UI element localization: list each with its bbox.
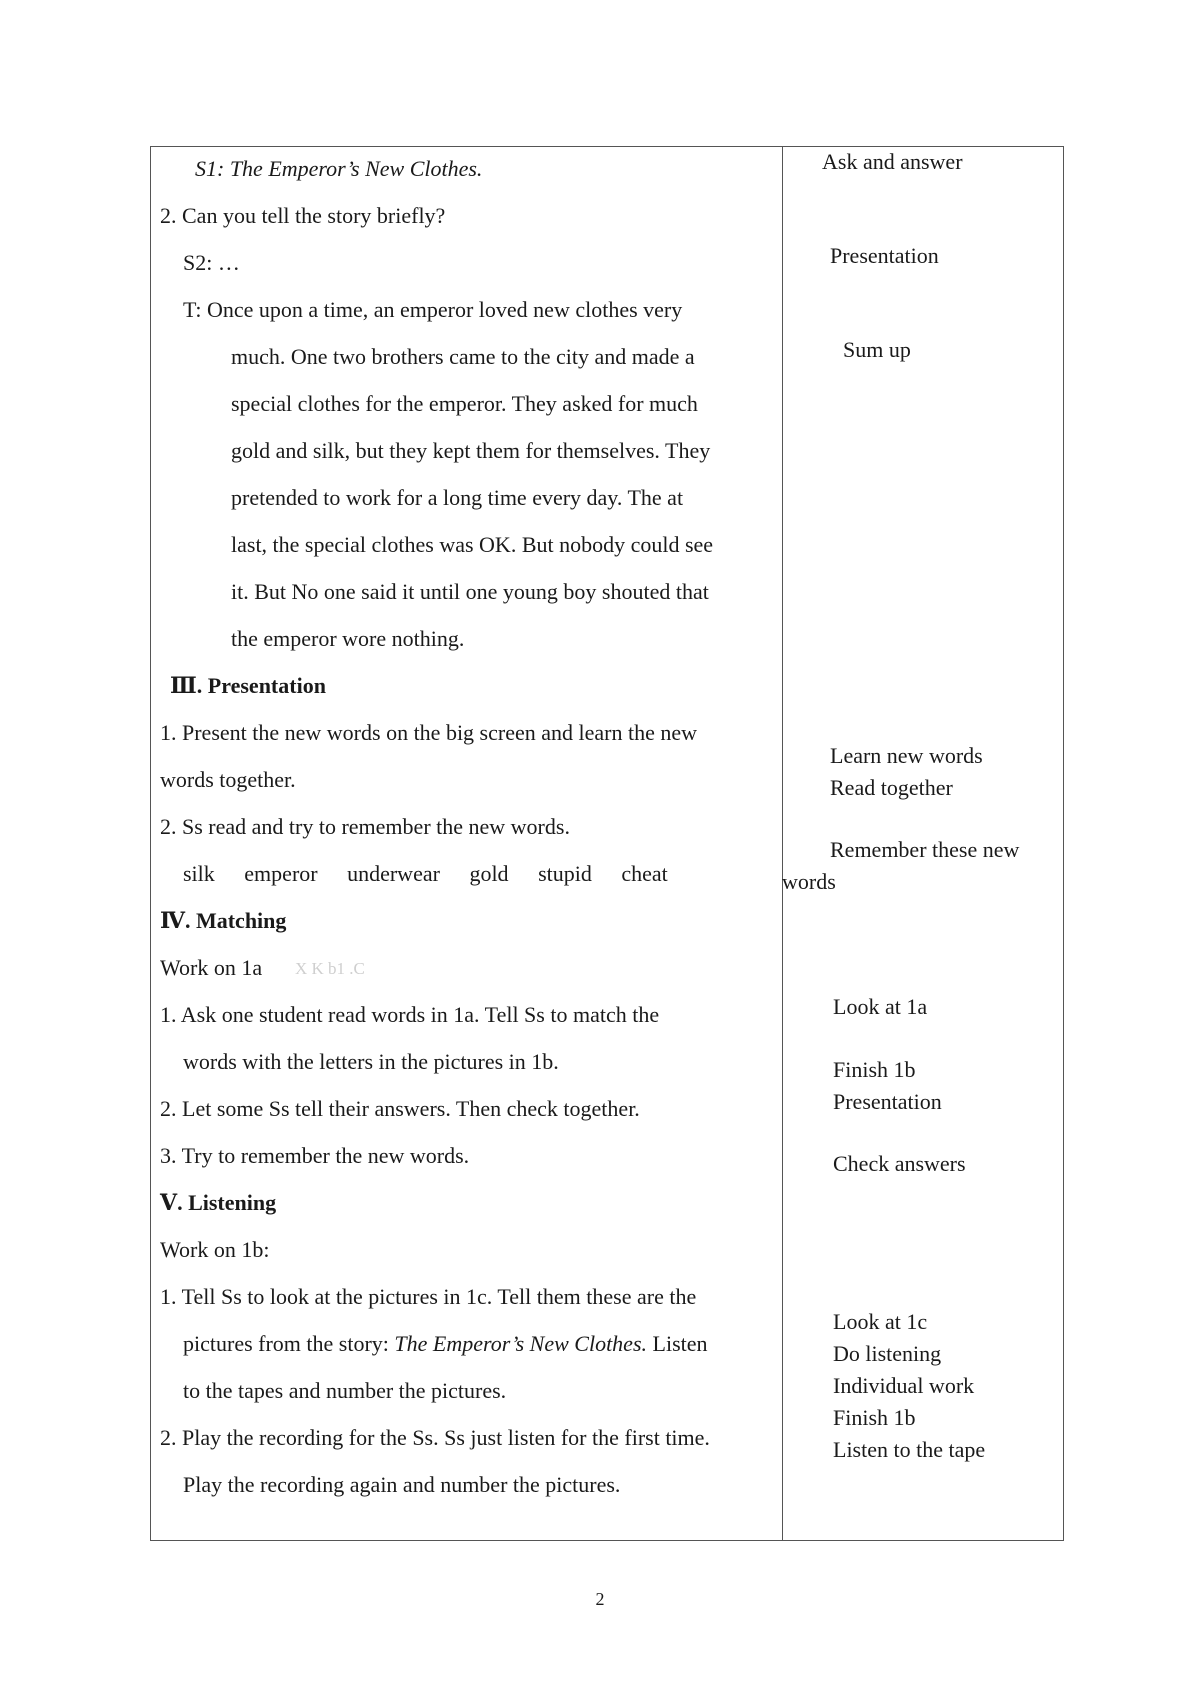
activity-label: Look at 1a (833, 994, 928, 1019)
word-item: gold (469, 861, 509, 886)
matching-work-label: Work on 1a (160, 955, 263, 980)
section-heading-presentation: Ⅲ. Presentation (170, 673, 326, 698)
story-title: The Emperor’s New Clothes. (394, 1331, 648, 1356)
activity-label: Finish 1b (833, 1405, 916, 1430)
presentation-step: words together. (160, 767, 296, 792)
activity-label: Listen to the tape (833, 1437, 986, 1462)
listening-step (183, 1330, 708, 1358)
activity-label: Presentation (830, 243, 939, 268)
activity-label: Presentation (833, 1089, 942, 1114)
activity-label: Finish 1b (833, 1057, 916, 1082)
activity-label: Remember these new (830, 837, 1020, 862)
story-line: special clothes for the emperor. They asked for much (231, 391, 698, 416)
story-line: the emperor wore nothing. (231, 626, 465, 651)
listening-step: Play the recording again and number the pictures. (183, 1472, 621, 1497)
presentation-step: 1. Present the new words on the big screen and learn the new (160, 720, 698, 745)
listening-step-text: pictures from the story: (183, 1331, 395, 1356)
column-divider (782, 146, 783, 1541)
student-answer-s2: S2: … (183, 250, 240, 275)
activity-label: Ask and answer (822, 149, 963, 174)
story-line: T: Once upon a time, an emperor loved new clothes very (183, 297, 683, 322)
matching-step: 3. Try to remember the new words. (160, 1143, 470, 1168)
word-item: cheat (621, 861, 668, 886)
story-line: gold and silk, but they kept them for themselves. They (231, 438, 711, 463)
word-item: stupid (538, 861, 592, 886)
section-heading-listening: Ⅴ. Listening (160, 1190, 277, 1215)
student-answer-s1: S1: The Emperor’s New Clothes. (195, 156, 483, 181)
listening-work-label: Work on 1b: (160, 1237, 270, 1262)
faint-watermark-text: X K b1 .C (295, 959, 365, 978)
page-number: 2 (595, 1589, 605, 1609)
matching-step: 2. Let some Ss tell their answers. Then check together. (160, 1096, 640, 1121)
activity-label: Look at 1c (833, 1309, 928, 1334)
story-line: pretended to work for a long time every day. The at (231, 485, 684, 510)
word-item: emperor (244, 861, 318, 886)
story-line: it. But No one said it until one young boy shouted that (231, 579, 709, 604)
story-line: last, the special clothes was OK. But nobody could see (231, 532, 714, 557)
activity-label: Do listening (833, 1341, 942, 1366)
question-line: 2. Can you tell the story briefly? (160, 203, 446, 228)
listening-step: to the tapes and number the pictures. (183, 1378, 507, 1403)
presentation-step: 2. Ss read and try to remember the new words. (160, 814, 570, 839)
matching-step: words with the letters in the pictures in 1b. (183, 1049, 559, 1074)
word-item: silk (183, 861, 215, 886)
listening-step: 1. Tell Ss to look at the pictures in 1c. Tell them these are the (160, 1284, 697, 1309)
activity-label: words (782, 869, 836, 894)
story-line: much. One two brothers came to the city and made a (231, 344, 695, 369)
activity-label: Learn new words (830, 743, 983, 768)
activity-label: Individual work (833, 1373, 975, 1398)
section-heading-matching: Ⅳ. Matching (160, 908, 287, 933)
activity-label: Sum up (843, 337, 911, 362)
word-item: underwear (347, 861, 440, 886)
listening-step-text: Listen (647, 1331, 708, 1356)
activity-label: Check answers (833, 1151, 966, 1176)
matching-step: 1. Ask one student read words in 1a. Tell Ss to match the (160, 1002, 660, 1027)
listening-step: 2. Play the recording for the Ss. Ss just listen for the first time. (160, 1425, 710, 1450)
activity-label: Read together (830, 775, 953, 800)
new-words-list (183, 860, 692, 888)
